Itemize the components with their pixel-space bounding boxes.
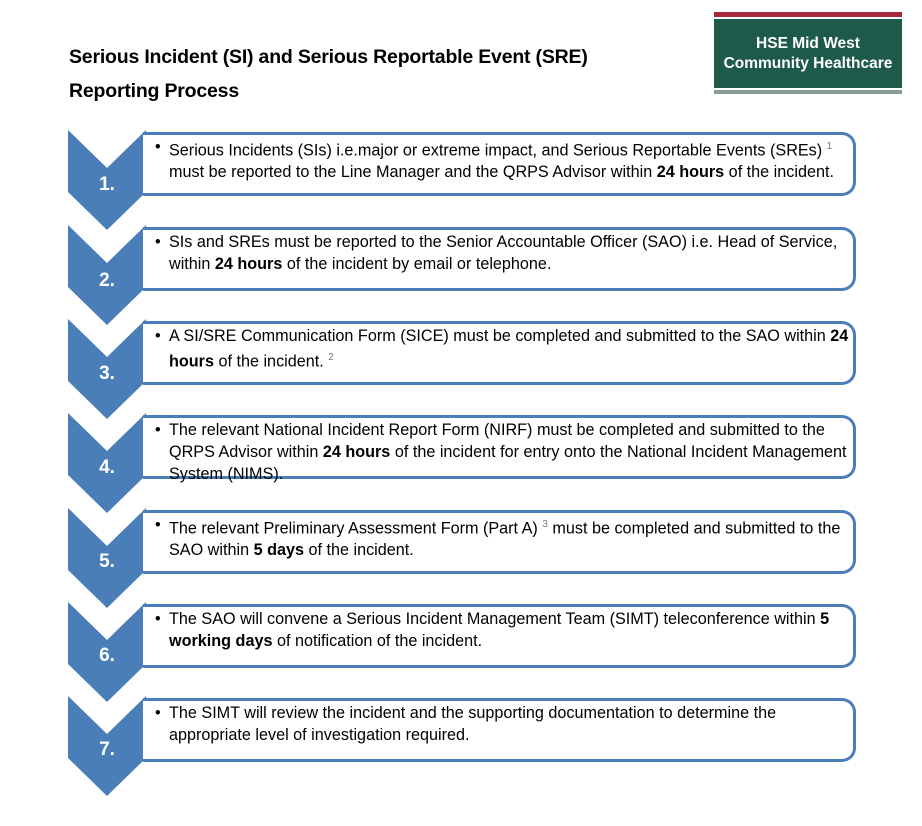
deadline-emphasis: 24 hours (169, 327, 849, 371)
step-number: 1. (99, 174, 115, 195)
step-text: of the incident by email or telephone. (282, 255, 552, 273)
deadline-emphasis: 24 hours (656, 163, 725, 182)
step-text: must be completed and submitted to the SAO within (169, 519, 841, 560)
logo-bottom-bar (714, 90, 902, 94)
step-text: SIs and SREs must be reported to the Senior Accountable Officer (SAO) i.e. Head of Service, within (169, 233, 838, 273)
process-step (0, 319, 922, 419)
step-description (155, 702, 850, 746)
step-number: 2. (99, 270, 115, 291)
page-title-line-2: Reporting Process (69, 80, 239, 102)
process-step (0, 696, 922, 796)
process-step (0, 130, 922, 230)
logo-line-2: Community Healthcare (723, 54, 893, 72)
step-number: 5. (99, 551, 115, 572)
bullet-icon: • (155, 233, 161, 251)
step-text: The relevant National Incident Report Form (NIRF) must be completed and submitted to the QRPS Advisor within (169, 421, 825, 461)
deadline-emphasis: 24 hours (214, 255, 283, 273)
bullet-icon: • (155, 327, 161, 345)
logo-line-1: HSE Mid West (756, 34, 860, 52)
step-description (155, 231, 850, 275)
step-description (155, 514, 850, 561)
process-step (0, 602, 922, 702)
step-number: 6. (99, 645, 115, 666)
logo-panel (714, 19, 902, 88)
footnote-ref: 1 (826, 141, 833, 152)
step-text: of the incident. (724, 163, 834, 182)
bullet-icon: • (155, 516, 161, 534)
bullet-icon: • (155, 421, 161, 439)
step-text: The SIMT will review the incident and the supporting documentation to determine the appropriate level of investigation required. (169, 704, 777, 744)
page-title-line-1: Serious Incident (SI) and Serious Reportable Event (SRE) (69, 46, 588, 68)
step-text: of notification of the incident. (272, 632, 483, 650)
step-text: The relevant Preliminary Assessment Form (Part A) (169, 519, 543, 538)
process-step (0, 225, 922, 325)
step-text: of the incident. (213, 352, 329, 371)
step-text: of the incident. (303, 541, 414, 560)
step-description (155, 136, 850, 183)
step-description (155, 608, 850, 652)
step-number: 3. (99, 363, 115, 384)
hse-logo (714, 12, 902, 94)
step-number: 4. (99, 457, 115, 478)
step-text: The SAO will convene a Serious Incident Management Team (SIMT) teleconference within (169, 610, 821, 628)
bullet-icon: • (155, 138, 161, 156)
step-text: A SI/SRE Communication Form (SICE) must be completed and submitted to the SAO within (169, 327, 831, 345)
footnote-ref: 3 (542, 519, 548, 530)
logo-top-bar (714, 12, 902, 17)
bullet-icon: • (155, 704, 161, 722)
bullet-icon: • (155, 610, 161, 628)
step-text: must be reported to the Line Manager and the QRPS Advisor within (169, 163, 657, 182)
step-text: of the incident for entry onto the National Incident Management System (NIMS). (169, 443, 847, 483)
footnote-ref: 2 (328, 352, 334, 363)
step-description (155, 419, 850, 485)
deadline-emphasis: 24 hours (322, 443, 391, 461)
process-step (0, 413, 922, 513)
step-text: Serious Incidents (SIs) i.e.major or extreme impact, and Serious Reportable Events (SREs) (169, 141, 827, 160)
deadline-emphasis: 5 days (253, 541, 304, 560)
step-number: 7. (99, 739, 115, 760)
process-step (0, 508, 922, 608)
deadline-emphasis: 5 working days (169, 610, 830, 650)
step-description (155, 325, 850, 372)
